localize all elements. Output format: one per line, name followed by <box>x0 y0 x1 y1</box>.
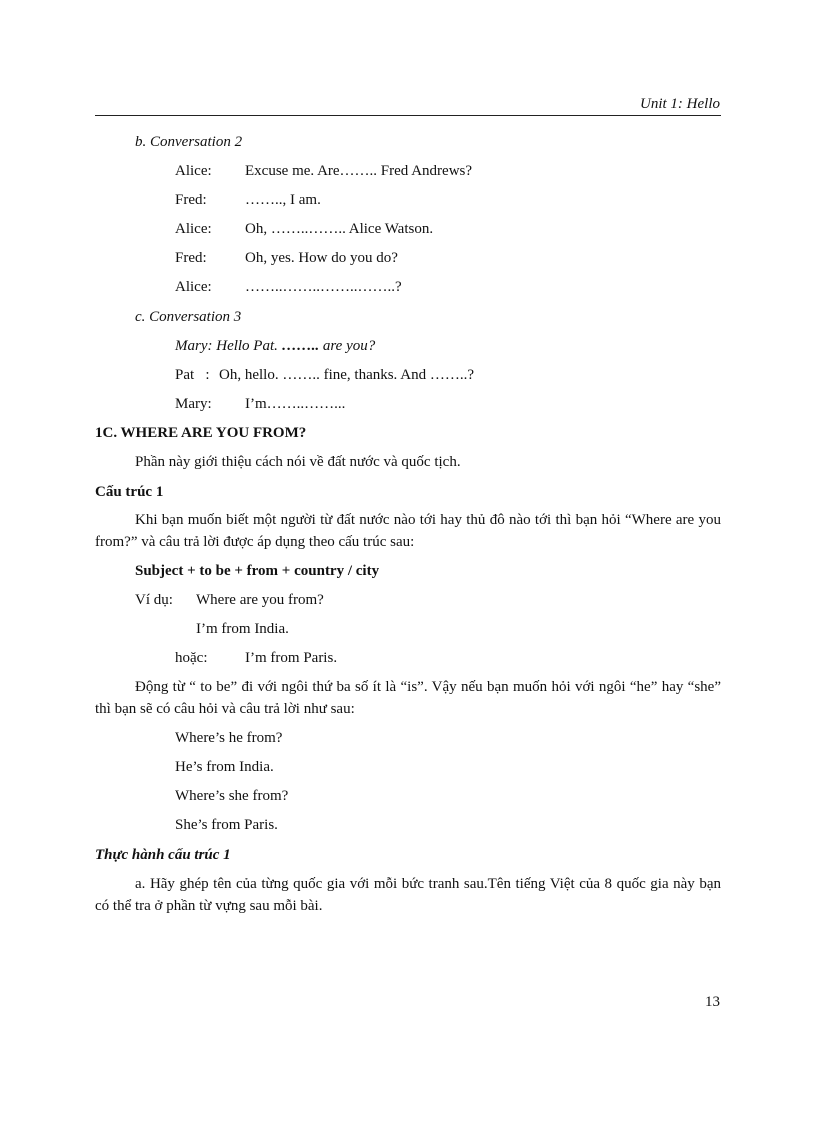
utterance: Oh, hello. …….. fine, thanks. And ……..? <box>219 367 474 383</box>
page-number: 13 <box>705 994 720 1010</box>
dialogue-line <box>175 249 398 267</box>
dialogue-line <box>175 220 433 238</box>
speaker: Pat : <box>175 367 210 383</box>
example-label: Ví dụ: <box>135 592 173 608</box>
section-intro: Phần này giới thiệu cách nói về đất nước và quốc tịch. <box>135 454 461 470</box>
example-question: Where are you from? <box>196 592 324 608</box>
utterance: I’m……..……... <box>245 396 346 412</box>
utterance: Oh, yes. How do you do? <box>245 250 398 266</box>
dialogue-line <box>175 278 402 296</box>
dialogue-line <box>175 366 474 384</box>
example-sentence: Where’s she from? <box>175 788 289 804</box>
speaker: Alice: <box>175 279 212 295</box>
utterance: ……..……..……..……..? <box>245 279 402 295</box>
speaker: Alice: <box>175 163 212 179</box>
utterance-part: Mary: Hello Pat. <box>175 338 282 354</box>
dialogue-line <box>175 395 345 413</box>
example-sentence: He’s from India. <box>175 759 274 775</box>
structure-1-title: Cấu trúc 1 <box>95 484 164 500</box>
dialogue-line <box>175 162 472 180</box>
utterance-part: are you? <box>319 338 376 354</box>
blank: …….. <box>281 338 320 354</box>
practice-title: Thực hành cấu trúc 1 <box>95 847 231 863</box>
structure-1-paragraph: Khi bạn muốn biết một người từ đất nước nào tới hay thủ đô nào tới thì bạn hỏi “Where are you from?” và câu trả lời được áp dụng theo cấu trúc sau: <box>95 512 721 550</box>
utterance: …….., I am. <box>245 192 321 208</box>
or-label: hoặc: <box>175 650 208 666</box>
speaker: Alice: <box>175 221 212 237</box>
dialogue-line <box>175 191 321 209</box>
speaker: Mary: <box>175 396 212 412</box>
example-sentence: Where’s he from? <box>175 730 283 746</box>
structure-formula: Subject + to be + from + country / city <box>135 563 380 579</box>
running-header: Unit 1: Hello <box>640 96 720 112</box>
conversation-2-heading: b. Conversation 2 <box>135 134 243 150</box>
dialogue-line <box>175 337 375 355</box>
to-be-paragraph: Động từ “ to be” đi với ngôi thứ ba số ít là “is”. Vậy nếu bạn muốn hỏi với ngôi “he” hay “she” thì bạn sẽ có câu hỏi và câu trả lời như sau: <box>95 679 721 717</box>
practice-paragraph: a. Hãy ghép tên của từng quốc gia với mỗi bức tranh sau.Tên tiếng Việt của 8 quốc gia này bạn có thể tra ở phần từ vựng sau mỗi bài. <box>95 876 721 914</box>
example-answer: I’m from Paris. <box>245 650 338 666</box>
header-rule <box>95 115 721 116</box>
example-line <box>135 591 324 609</box>
speaker: Fred: <box>175 192 207 208</box>
example-answer: I’m from India. <box>196 621 289 637</box>
utterance: Oh, ……..…….. Alice Watson. <box>245 221 434 237</box>
speaker: Fred: <box>175 250 207 266</box>
example-line <box>175 649 337 667</box>
example-sentence: She’s from Paris. <box>175 817 278 833</box>
section-title: 1C. WHERE ARE YOU FROM? <box>95 425 307 441</box>
utterance: Excuse me. Are…….. Fred Andrews? <box>245 163 473 179</box>
conversation-3-heading: c. Conversation 3 <box>135 309 242 325</box>
